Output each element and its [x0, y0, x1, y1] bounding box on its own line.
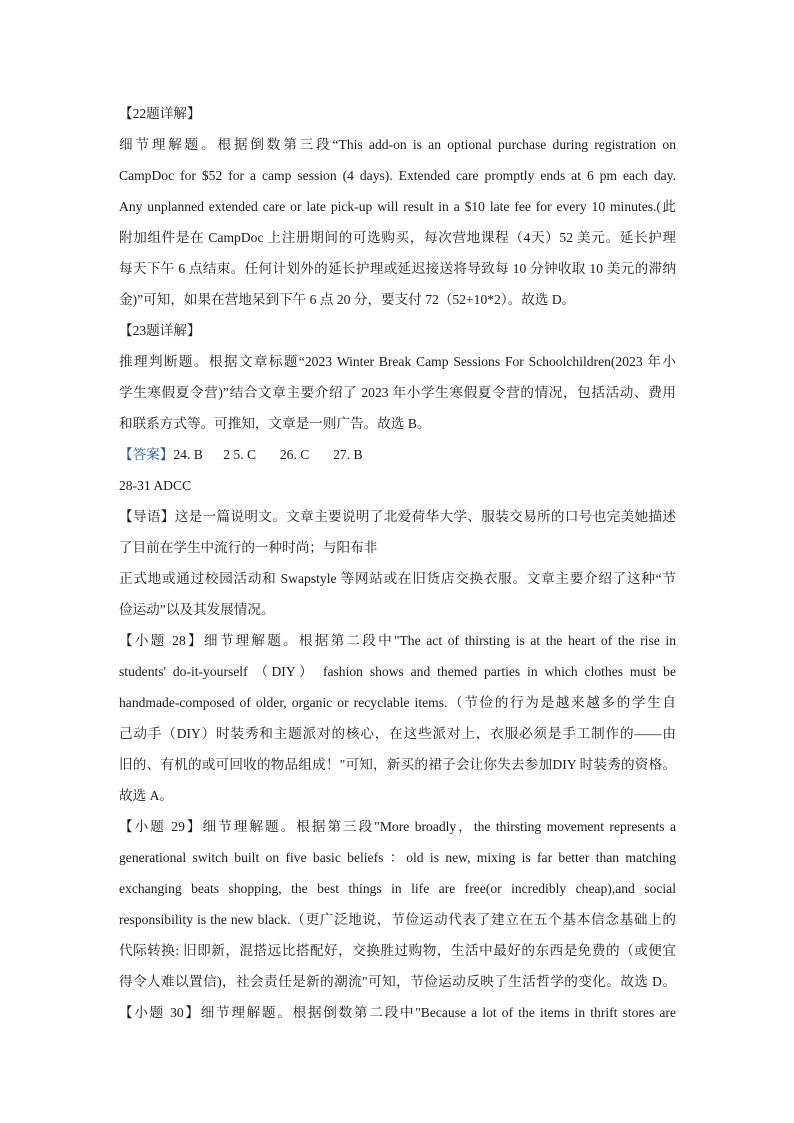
- q28-paragraph-line: 故选 A。: [119, 788, 173, 803]
- q28-paragraph-line: 己动手（DIY）时装秀和主题派对的核心，在这些派对上，衣服必须是手工制作的——由: [119, 726, 676, 741]
- guide-paragraph-line: 了目前在学生中流行的一种时尚；与阳布非: [119, 540, 378, 555]
- q28-paragraph-line: students' do-it-yourself （DIY） fashion shows and themed parties in which clothes must be: [119, 664, 676, 679]
- q29-paragraph-line: 代际转换: 旧即新，混搭远比搭配好，交换胜过购物，生活中最好的东西是免费的（或便宜: [119, 943, 676, 958]
- paragraph-line: 学生寒假夏令营)”结合文章主要介绍了 2023 年小学生寒假夏令营的情况，包括活动、费用: [119, 385, 676, 400]
- guide-paragraph-line: 【导语】这是一篇说明文。文章主要说明了北爱荷华大学、服装交易所的口号也完美她描述: [119, 509, 676, 524]
- paragraph-line: Any unplanned extended care or late pick-up will result in a $10 late fee for every 10 minutes.(此: [119, 199, 676, 214]
- answer-line-28-31: 28-31 ADCC: [119, 478, 192, 493]
- paragraph-line: CampDoc for $52 for a camp session (4 days). Extended care promptly ends at 6 pm each day.: [119, 168, 676, 183]
- paragraph-line: 金)”可知，如果在营地呆到下午 6 点 20 分，要支付 72（52+10*2）。故选 D。: [119, 292, 576, 307]
- answer-values: 24. B 2 5. C 26. C 27. B: [173, 447, 363, 462]
- q28-paragraph-line: 【小题 28】细节理解题。根据第二段中"The act of thirsting is at the heart of the rise in: [119, 633, 676, 648]
- paragraph-line: 附加组件是在 CampDoc 上注册期间的可选购买，每次营地课程（4天）52 美元。延长护理: [119, 230, 676, 245]
- paragraph-line: 推理判断题。根据文章标题“2023 Winter Break Camp Sessions For Schoolchildren(2023 年小: [119, 354, 676, 369]
- q28-paragraph-line: handmade-composed of older, organic or recyclable items.（节俭的行为是越来越多的学生自: [119, 695, 676, 710]
- q29-paragraph-line: responsibility is the new black.（更广泛地说，节俭运动代表了建立在五个基本信念基础上的: [119, 912, 676, 927]
- paragraph-line: 细节理解题。根据倒数第三段“This add-on is an optional purchase during registration on: [119, 137, 676, 152]
- answer-line: [119, 439, 676, 470]
- q29-paragraph-line: 得令人难以置信)，社会责任是新的潮流"可知，节俭运动反映了生活哲学的变化。故选 D。: [119, 974, 676, 989]
- answer-label: 【答案】: [119, 447, 174, 462]
- q30-paragraph-line: 【小题 30】细节理解题。根据倒数第二段中"Because a lot of the items in thrift stores are: [119, 1005, 676, 1020]
- guide-paragraph-line: 俭运动”以及其发展情况。: [119, 602, 275, 617]
- q28-paragraph-line: 旧的、有机的或可回收的物品组成！"可知，新买的裙子会让你失去参加DIY 时装秀的资格。: [119, 757, 676, 772]
- section-heading-q22: 【22题详解】: [119, 106, 201, 121]
- q29-paragraph-line: exchanging beats shopping, the best things in life are free(or incredibly cheap),and social: [119, 881, 676, 896]
- section-heading-q23: 【23题详解】: [119, 323, 201, 338]
- paragraph-line: 和联系方式等。可推知，文章是一则广告。故选 B。: [119, 416, 431, 431]
- guide-paragraph-line: 正式地或通过校园活动和 Swapstyle 等网站或在旧货店交换衣服。文章主要介绍了这种“节: [119, 571, 676, 586]
- q29-paragraph-line: 【小题 29】细节理解题。根据第三段"More broadly，the thirsting movement represents a: [119, 819, 676, 834]
- paragraph-line: 每天下午 6 点结束。任何计划外的延长护理或延迟接送将导致每 10 分钟收取 10 美元的滞纳: [119, 261, 676, 276]
- q29-paragraph-line: generational switch built on five basic beliefs ：old is new, mixing is far better than matching: [119, 850, 676, 865]
